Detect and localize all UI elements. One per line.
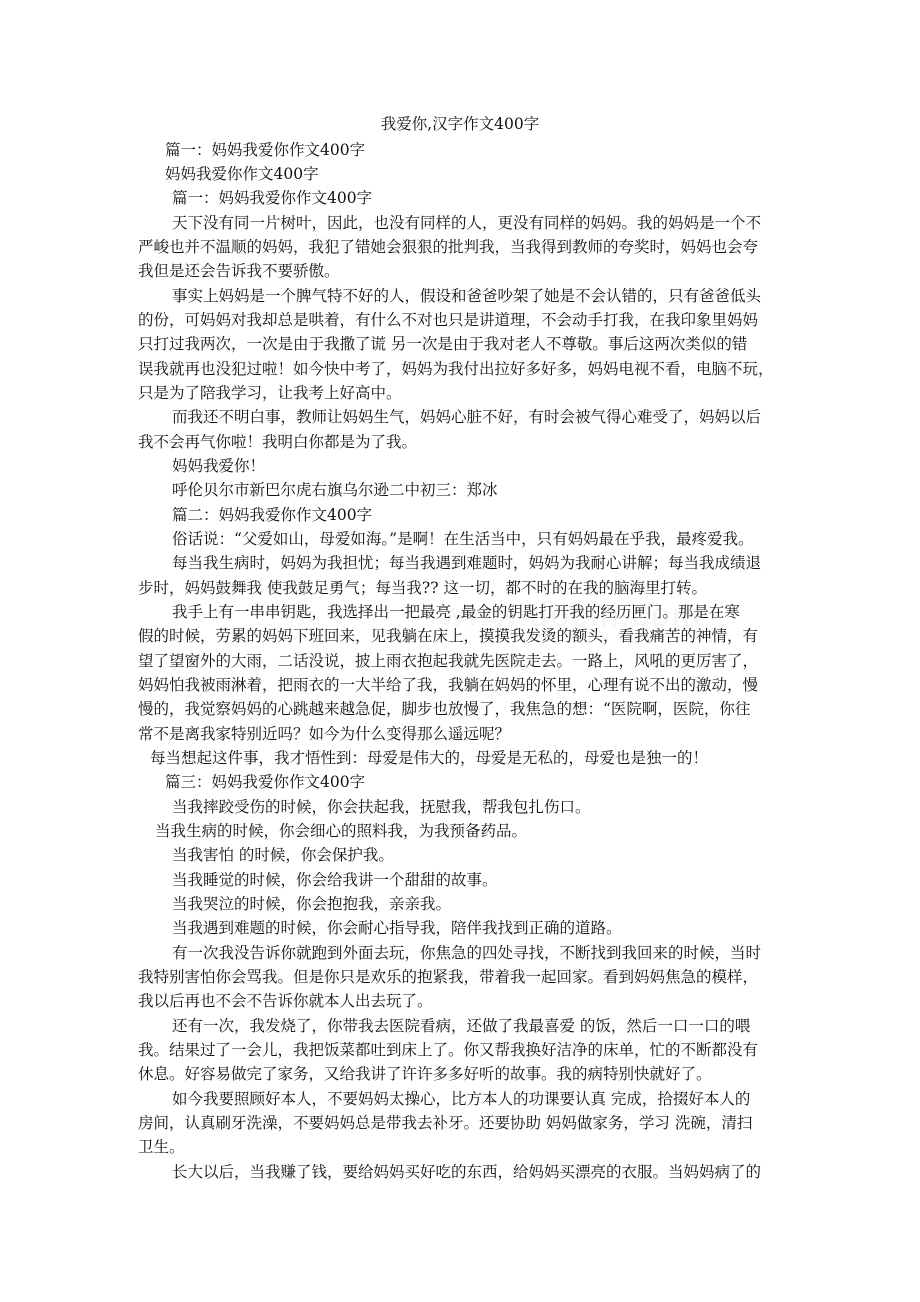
text-line: 还有一次，我发烧了，你带我去医院看病，还做了我最喜爱 的饭，然后一口一口的喂 <box>172 1017 751 1035</box>
text-line: 休息。好容易做完了家务，又给我讲了许许多多好听的故事。我的病特别快就好了。 <box>138 1065 712 1083</box>
document-title: 我爱你,汉字作文400字 <box>380 115 540 133</box>
text-line: 步时，妈妈鼓舞我 使我鼓足勇气；每当我?? 这一切，都不时的在我的脑海里打转。 <box>138 579 707 597</box>
text-line: 篇一：妈妈我爱你作文400字 <box>172 189 373 207</box>
text-line: 篇二：妈妈我爱你作文400字 <box>172 506 373 524</box>
text-line: 如今我要照顾好本人，不要妈妈太操心，比方本人的功课要认真 完成，拾掇好本人的 <box>172 1090 751 1108</box>
text-line: 严峻也并不温顺的妈妈，我犯了错她会狠狠的批判我，当我得到教师的夸奖时，妈妈也会夸 <box>138 238 759 256</box>
text-line: 每当我生病时，妈妈为我担忧；每当我遇到难题时，妈妈为我耐心讲解；每当我成绩退 <box>172 554 762 572</box>
text-line: 只打过我两次，一次是由于我撒了谎 另一次是由于我对老人不尊敬。事后这两次类似的错 <box>138 335 748 353</box>
text-line: 卫生。 <box>138 1138 185 1156</box>
text-line: 当我睡觉的时候，你会给我讲一个甜甜的故事。 <box>172 871 498 889</box>
text-line: 有一次我没告诉你就跑到外面去玩，你焦急的四处寻找，不断找到我回来的时候，当时 <box>172 944 762 962</box>
text-line: 慢的，我觉察妈妈的心跳越来越急促，脚步也放慢了，我焦急的想：“医院啊，医院，你往 <box>138 700 751 718</box>
text-line: 当我生病的时候，你会细心的照料我，为我预备药品。 <box>155 822 528 840</box>
watermark <box>440 596 702 635</box>
text-line: 妈妈我爱你作文400字 <box>165 165 319 183</box>
text-line: 常不是离我家特别近吗？如今为什么变得那么遥远呢？ <box>138 725 511 743</box>
text-line: 当我害怕 的时候，你会保护我。 <box>172 846 394 864</box>
text-line: 妈妈我爱你！ <box>172 457 266 475</box>
text-line: 篇一：妈妈我爱你作文400字 <box>165 141 366 159</box>
text-line: 我特别害怕你会骂我。但是你只是欢乐的抱紧我，带着我一起回家。看到妈妈焦急的模样， <box>138 968 759 986</box>
text-line: 我不会再气你啦！我明白你都是为了我。 <box>138 433 418 451</box>
text-line: 长大以后，当我赚了钱，要给妈妈买好吃的东西，给妈妈买漂亮的衣服。当妈妈病了的 <box>172 1163 762 1181</box>
text-line: 事实上妈妈是一个脾气特不好的人，假设和爸爸吵架了她是不会认错的，只有爸爸低头 <box>172 287 762 305</box>
text-line: 而我还不明白事，教师让妈妈生气，妈妈心脏不好，有时会被气得心难受了，妈妈以后 <box>172 408 762 426</box>
text-line: 当我遇到难题的时候，你会耐心指导我，陪伴我找到正确的道路。 <box>172 919 622 937</box>
text-line: 我手上有一串串钥匙，我选择出一把最亮 ,最金的钥匙打开我的经历匣门。那是在寒 <box>172 603 740 621</box>
text-line: 假的时候，劳累的妈妈下班回来，见我躺在床上，摸摸我发烫的额头，看我痛苦的神情，有 <box>138 627 759 645</box>
text-line: 我但是还会告诉我不要骄傲。 <box>138 262 340 280</box>
text-line: 只是为了陪我学习，让我考上好高中。 <box>138 384 402 402</box>
text-line: 望了望窗外的大雨，二话没说，披上雨衣抱起我就先医院走去。一路上，风吼的更厉害了， <box>138 652 759 670</box>
text-line: 呼伦贝尔市新巴尔虎右旗乌尔逊二中初三：郑冰 <box>172 481 498 499</box>
text-line: 篇三：妈妈我爱你作文400字 <box>165 773 366 791</box>
text-line: 当我哭泣的时候，你会抱抱我，亲亲我。 <box>172 895 452 913</box>
text-line: 每当想起这件事，我才悟性到：母爱是伟大的，母爱是无私的，母爱也是独一的！ <box>150 749 709 767</box>
text-line: 妈妈怕我被雨淋着，把雨衣的一大半给了我，我躺在妈妈的怀里，心理有说不出的激动，慢 <box>138 676 759 694</box>
text-line: 俗话说：“父爱如山，母爱如海。”是啊！在生活当中，只有妈妈最在乎我，最疼爱我。 <box>172 530 754 548</box>
text-line: 我以后再也不会不告诉你就本人出去玩了。 <box>138 992 433 1010</box>
text-line: 的份，可妈妈对我却总是哄着，有什么不对也只是讲道理，不会动手打我，在我印象里妈妈 <box>138 311 759 329</box>
text-line: 我。结果过了一会儿，我把饭菜都吐到床上了。你又帮我换好洁净的床单，忙的不断都没有 <box>138 1041 759 1059</box>
text-line: 天下没有同一片树叶，因此，也没有同样的人，更没有同样的妈妈。我的妈妈是一个不 <box>172 214 762 232</box>
text-line: 房间，认真刷牙洗澡，不要妈妈总是带我去补牙。还要协助 妈妈做家务，学习 洗碗，清扫 <box>138 1114 753 1132</box>
text-line: 当我摔跤受伤的时候，你会扶起我，抚慰我，帮我包扎伤口。 <box>172 798 591 816</box>
text-line: 误我就再也没犯过啦！如今快中考了，妈妈为我付出拉好多好多，妈妈电视不看，电脑不玩， <box>138 360 774 378</box>
